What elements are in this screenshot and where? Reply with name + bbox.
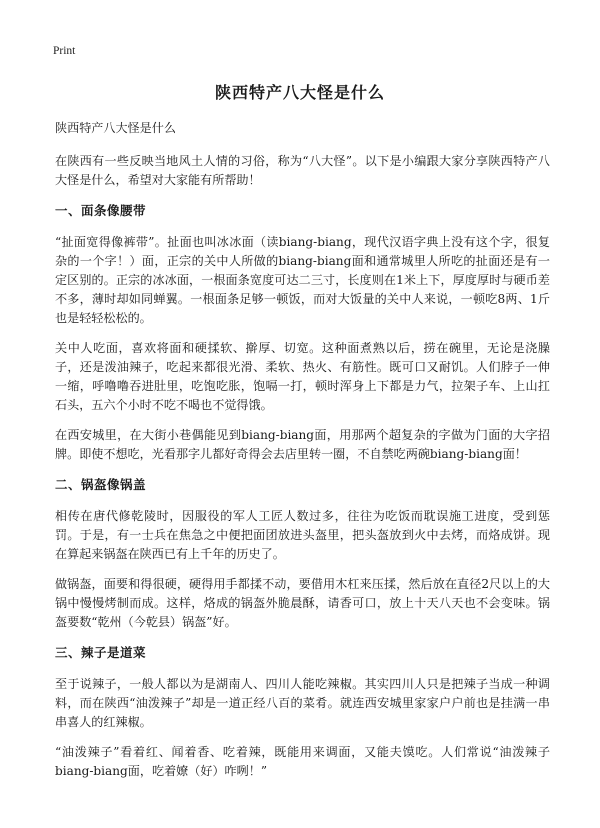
paragraph: 在西安城里，在大街小巷偶能见到biang-biang面，用那两个超复杂的字做为门面的大字招牌。即使不想吃，光看那字儿都好奇得会去店里转一圈，不自禁吃两碗biang-biang面！ bbox=[55, 428, 550, 461]
paragraph: 相传在唐代修乾陵时，因服役的军人工匠人数过多，往往为吃饭而耽误施工进度，受到惩罚。于是，有一士兵在焦急之中便把面团放进头盔里，把头盔放到火中去烤，而烙成饼。现在算起来锅盔在陕西已有上千年的历史了。 bbox=[55, 509, 550, 561]
paragraph: 关中人吃面，喜欢将面和硬揉软、擀厚、切宽。这种面煮熟以后，捞在碗里，无论是浇臊子，还是泼油辣子，吃起来都很光滑、柔软、热火、有筋性。既可口又耐饥。人们脖子一伸一缩，呼噜噜吞进肚里，吃饱吃胀，饱嗝一打，顿时浑身上下都是力气，拉架子车、上山扛石头，五六个小时不吃不喝也不觉得饿。 bbox=[55, 341, 550, 412]
article-body bbox=[55, 119, 550, 792]
section-heading: 二、锅盔像锅盖 bbox=[55, 477, 147, 492]
section-heading: 一、面条像腰带 bbox=[55, 203, 147, 218]
intro-paragraph: 在陕西有一些反映当地风土人情的习俗，称为“八大怪”。以下是小编跟大家分享陕西特产八大怪是什么，希望对大家能有所帮助！ bbox=[55, 154, 550, 187]
page-title: 陕西特产八大怪是什么 bbox=[214, 83, 385, 102]
paragraph: 做锅盔，面要和得很硬，硬得用手都揉不动，要借用木杠来压揉，然后放在直径2尺以上的大锅中慢慢烤制而成。这样，烙成的锅盔外脆晨酥，请香可口，放上十天八天也不会变味。锅盔要数“乾州（今乾县）锅盔”好。 bbox=[55, 577, 550, 629]
section-heading: 三、辣子是道菜 bbox=[55, 645, 147, 660]
article-subtitle: 陕西特产八大怪是什么 bbox=[55, 121, 176, 135]
paragraph: “油泼辣子”看着红、闻着香、吃着辣，既能用来调面，又能夫馍吃。人们常说“油泼辣子biang-biang面，吃着嫽（好）咋咧！” bbox=[55, 745, 550, 778]
paragraph: “扯面宽得像裤带”。扯面也叫冰冰面（读biang-biang，现代汉语字典上没有这个字，很复杂的一个字！）面，正宗的关中人所做的biang-biang面和通常城里人所吃的扯面还是有一定区别的。正宗的冰冰面，一根面条宽度可达二三寸，长度则在1米上下，厚度厚时与硬币差不多，薄时却如同蝉翼。一根面条足够一顿饭，而对大饭量的关中人来说，一顿吃8两、1斤也是轻轻松松的。 bbox=[55, 235, 550, 325]
paragraph: 至于说辣子，一般人都以为是湖南人、四川人能吃辣椒。其实四川人只是把辣子当成一种调料，而在陕西“油泼辣子”却是一道正经八百的菜肴。就连西安城里家家户户前也是挂满一串串喜人的红辣椒。 bbox=[55, 677, 550, 729]
print-link[interactable]: Print bbox=[53, 45, 76, 57]
